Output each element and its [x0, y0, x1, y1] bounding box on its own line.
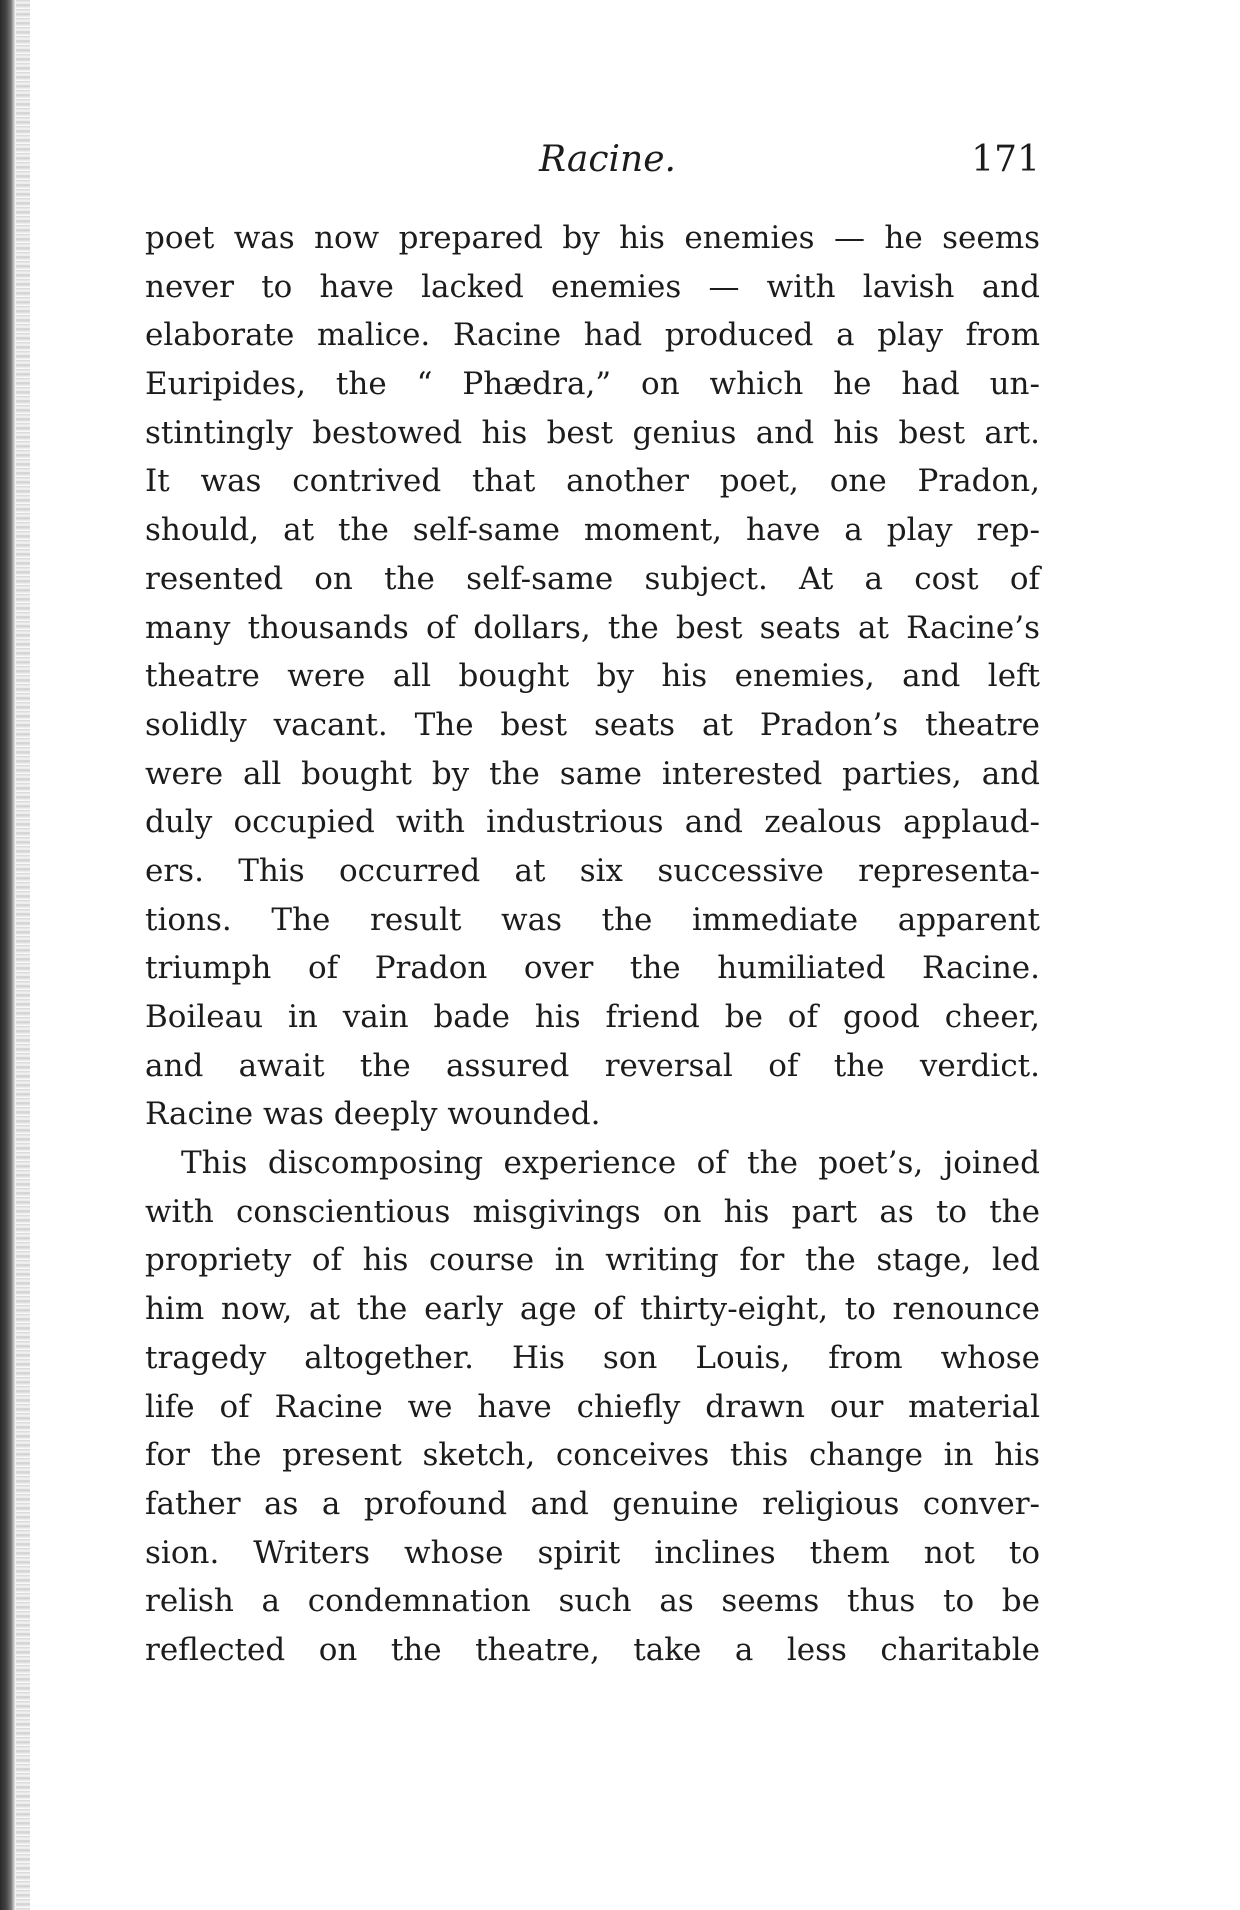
text-line: resented on the self-same subject. At a cost of [145, 560, 1040, 597]
text-line: him now, at the early age of thirty-eight, to renounce [145, 1291, 1040, 1328]
text-line: never to have lacked enemies — with lavish and [145, 268, 1040, 305]
page-number: 171 [971, 139, 1040, 180]
text-line: It was contrived that another poet, one Pradon, [145, 463, 1040, 500]
text-line: duly occupied with industrious and zealous applaud- [145, 804, 1040, 841]
text-line: triumph of Pradon over the humiliated Racine. [145, 950, 1040, 987]
text-line: elaborate malice. Racine had produced a play from [145, 317, 1040, 354]
text-line: many thousands of dollars, the best seats at Racine’s [145, 609, 1040, 646]
text-line: Racine was deeply wounded. [145, 1096, 601, 1133]
text-line: relish a condemnation such as seems thus to be [145, 1583, 1040, 1620]
body-text [145, 214, 1040, 1675]
running-head [145, 140, 1040, 200]
text-line: should, at the self-same moment, have a play rep- [145, 512, 1040, 549]
book-page [145, 140, 1040, 1675]
text-line: for the present sketch, conceives this change in his [145, 1437, 1040, 1474]
binding-edge [0, 0, 16, 1910]
text-line: poet was now prepared by his enemies — he seems [145, 220, 1040, 256]
paragraph-2 [145, 1139, 1040, 1675]
text-line: This discomposing experience of the poet’s, joined [181, 1145, 1040, 1182]
text-line: sion. Writers whose spirit inclines them not to [145, 1534, 1040, 1571]
text-line: father as a profound and genuine religious conver- [145, 1485, 1040, 1522]
text-line: tragedy altogether. His son Louis, from whose [145, 1339, 1040, 1376]
text-line: theatre were all bought by his enemies, and left [145, 658, 1040, 695]
text-line: tions. The result was the immediate apparent [145, 901, 1040, 938]
text-line: propriety of his course in writing for the stage, led [145, 1242, 1040, 1279]
text-line: reflected on the theatre, take a less charitable [145, 1631, 1040, 1668]
text-line: and await the assured reversal of the verdict. [145, 1047, 1040, 1084]
text-line: solidly vacant. The best seats at Pradon’s theatre [145, 706, 1040, 743]
text-line: Euripides, the “ Phædra,” on which he had un- [145, 366, 1040, 403]
running-title: Racine. [538, 139, 676, 180]
text-line: stintingly bestowed his best genius and his best art. [145, 414, 1040, 451]
text-line: ers. This occurred at six successive representa- [145, 852, 1040, 889]
text-line: life of Racine we have chiefly drawn our material [145, 1388, 1040, 1425]
text-line: Boileau in vain bade his friend be of good cheer, [145, 999, 1040, 1035]
paragraph-1 [145, 214, 1040, 1139]
text-line: with conscientious misgivings on his part as to the [145, 1193, 1040, 1230]
text-line: were all bought by the same interested parties, and [145, 755, 1040, 792]
